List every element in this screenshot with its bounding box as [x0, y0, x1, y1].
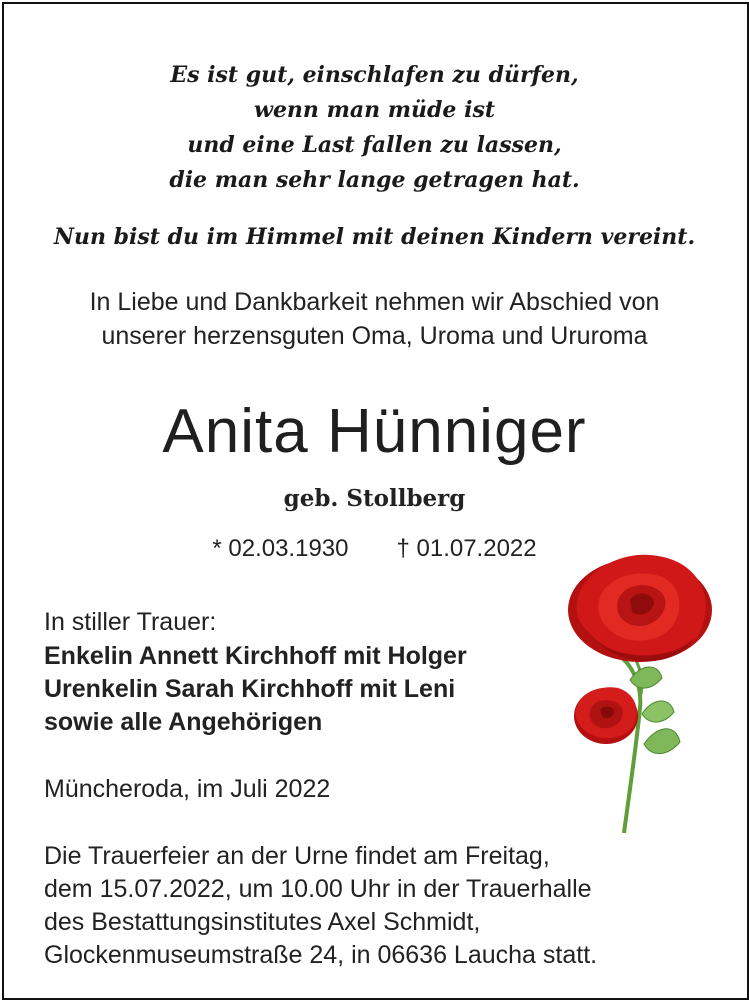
place-date: Müncheroda, im Juli 2022 — [44, 775, 331, 803]
mourner-name: Urenkelin Sarah Kirchhoff mit Leni — [44, 675, 456, 703]
service-line: Glockenmuseumstraße 24, in 06636 Laucha statt. — [44, 941, 598, 969]
mourning-label: In stiller Trauer: — [44, 608, 217, 636]
intro-line: unserer herzensguten Oma, Uroma und Ururoma — [101, 322, 648, 350]
red-rose-icon — [548, 548, 723, 838]
birth-date: * 02.03.1930 — [212, 535, 349, 562]
reunion-line: Nun bist du im Himmel mit deinen Kindern vereint. — [53, 224, 696, 250]
intro-text — [0, 285, 749, 353]
death-date: † 01.07.2022 — [396, 535, 537, 562]
maiden-name: geb. Stollberg — [283, 485, 466, 512]
poem-line: Es ist gut, einschlafen zu dürfen, — [170, 62, 579, 88]
poem-line: wenn man müde ist — [254, 97, 495, 123]
poem-line: die man sehr lange getragen hat. — [169, 167, 580, 193]
service-info — [44, 840, 597, 972]
service-line: Die Trauerfeier an der Urne findet am Freitag, — [44, 842, 550, 870]
mourners-list — [44, 640, 467, 739]
mourner-name: sowie alle Angehörigen — [44, 708, 323, 736]
deceased-name: Anita Hünniger — [162, 397, 587, 466]
poem — [0, 58, 749, 198]
service-line: des Bestattungsinstitutes Axel Schmidt, — [44, 908, 481, 936]
intro-line: In Liebe und Dankbarkeit nehmen wir Abschied von — [89, 288, 660, 316]
mourner-name: Enkelin Annett Kirchhoff mit Holger — [44, 642, 467, 670]
poem-line: und eine Last fallen zu lassen, — [187, 132, 562, 158]
service-line: dem 15.07.2022, um 10.00 Uhr in der Trauerhalle — [44, 875, 592, 903]
